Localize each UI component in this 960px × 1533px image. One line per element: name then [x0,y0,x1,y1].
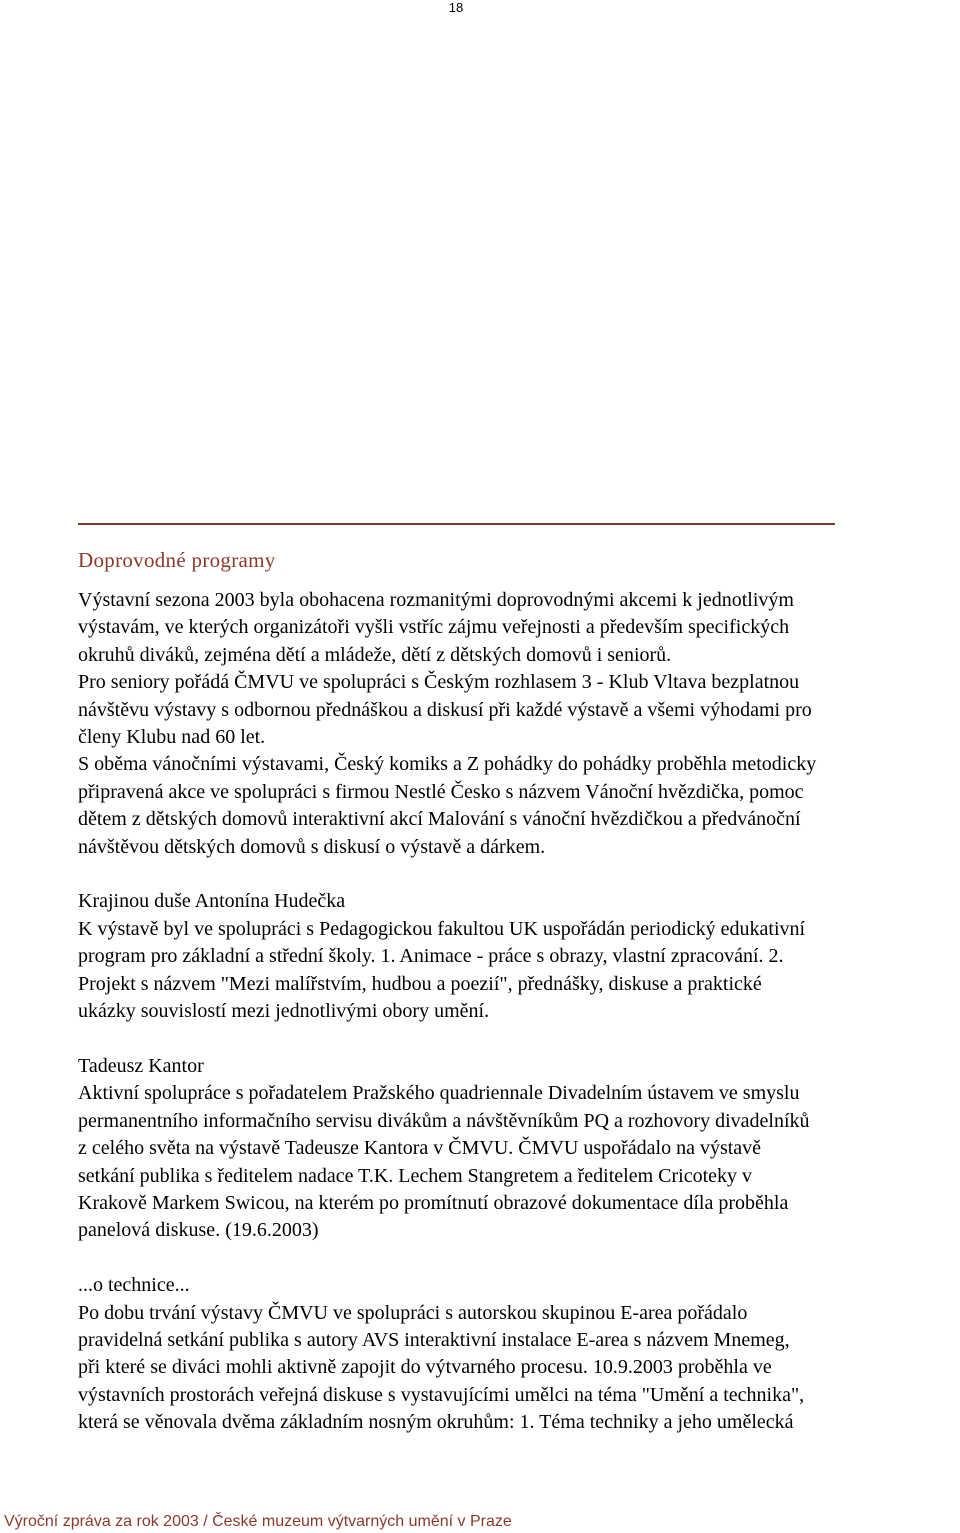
page-footer: Výroční zpráva za rok 2003 / České muzeum výtvarných umění v Praze [4,1513,512,1530]
program-heading: Tadeusz Kantor [78,1054,204,1077]
intro-block [78,587,960,861]
paragraph: Pro seniory pořádá ČMVU ve spolupráci s Českým rozhlasem 3 - Klub Vltava bezplatnou návštěvu výstavy s odbornou přednáškou a diskusí při každé výstavě a všemi výhodami pro členy Klubu nad 60 let. [78,671,812,749]
program-heading: ...o technice... [78,1274,190,1297]
program-block-hudecek [78,888,960,1025]
section-divider [78,523,835,525]
program-block-kantor [78,1053,960,1245]
page-number: 18 [448,0,464,15]
paragraph: Výstavní sezona 2003 byla obohacena rozmanitými doprovodnými akcemi k jednotlivým výstavám, ve kterých organizátoři vyšli vstříc zájmu veřejnosti a především specifických okruhů diváků, zejména dětí a mládeže, dětí z dětských domovů i seniorů. [78,589,794,666]
program-text: Po dobu trvání výstavy ČMVU ve spolupráci s autorskou skupinou E-area pořádalo pravidelná setkání publika s autory AVS interaktivní instalace E-area s názvem Mnemeg, při které se diváci mohli aktivně zapojit do výtvarného procesu. 10.9.2003 proběhla ve výstavních prostorách veřejná diskuse s vystavujícími umělci na téma "Umění a technika", která se věnovala dvěma základním nosným okruhům: 1. Téma techniky a jeho umělecká [78,1301,805,1434]
program-text: K výstavě byl ve spolupráci s Pedagogickou fakultou UK uspořádán periodický edukativní program pro základní a střední školy. 1. Animace - práce s obrazy, vlastní zpracování. 2. Projekt s názvem "Mezi malířstvím, hudbou a poezií", přednášky, diskuse a praktické ukázky souvislostí mezi jednotlivými obory umění. [78,917,806,1023]
paragraph: S oběma vánočními výstavami, Český komiks a Z pohádky do pohádky proběhla metodicky připravená akce ve spolupráci s firmou Nestlé Česko s názvem Vánoční hvězdička, pomoc dětem z dětských domovů interaktivní akcí Malování s vánoční hvězdičkou a předvánoční návštěvou dětských domovů s diskusí o výstavě a dárkem. [78,753,817,858]
section-title: Doprovodné programy [78,548,276,572]
program-text: Aktivní spolupráce s pořadatelem Pražského quadriennale Divadelním ústavem ve smyslu permanentního informačního servisu divákům a návštěvníkům PQ a rozhovory divadelníků z celého světa na výstavě Tadeusze Kantora v ČMVU. ČMVU uspořádalo na výstavě setkání publika s ředitelem nadace T.K. Lechem Stangretem a ředitelem Cricoteky v Krakově Markem Swicou, na kterém po promítnutí obrazové dokumentace díla proběhla panelová diskuse. (19.6.2003) [78,1082,810,1242]
program-block-technika [78,1272,960,1436]
document-body [78,545,960,1437]
program-heading: Krajinou duše Antonína Hudečka [78,890,346,913]
